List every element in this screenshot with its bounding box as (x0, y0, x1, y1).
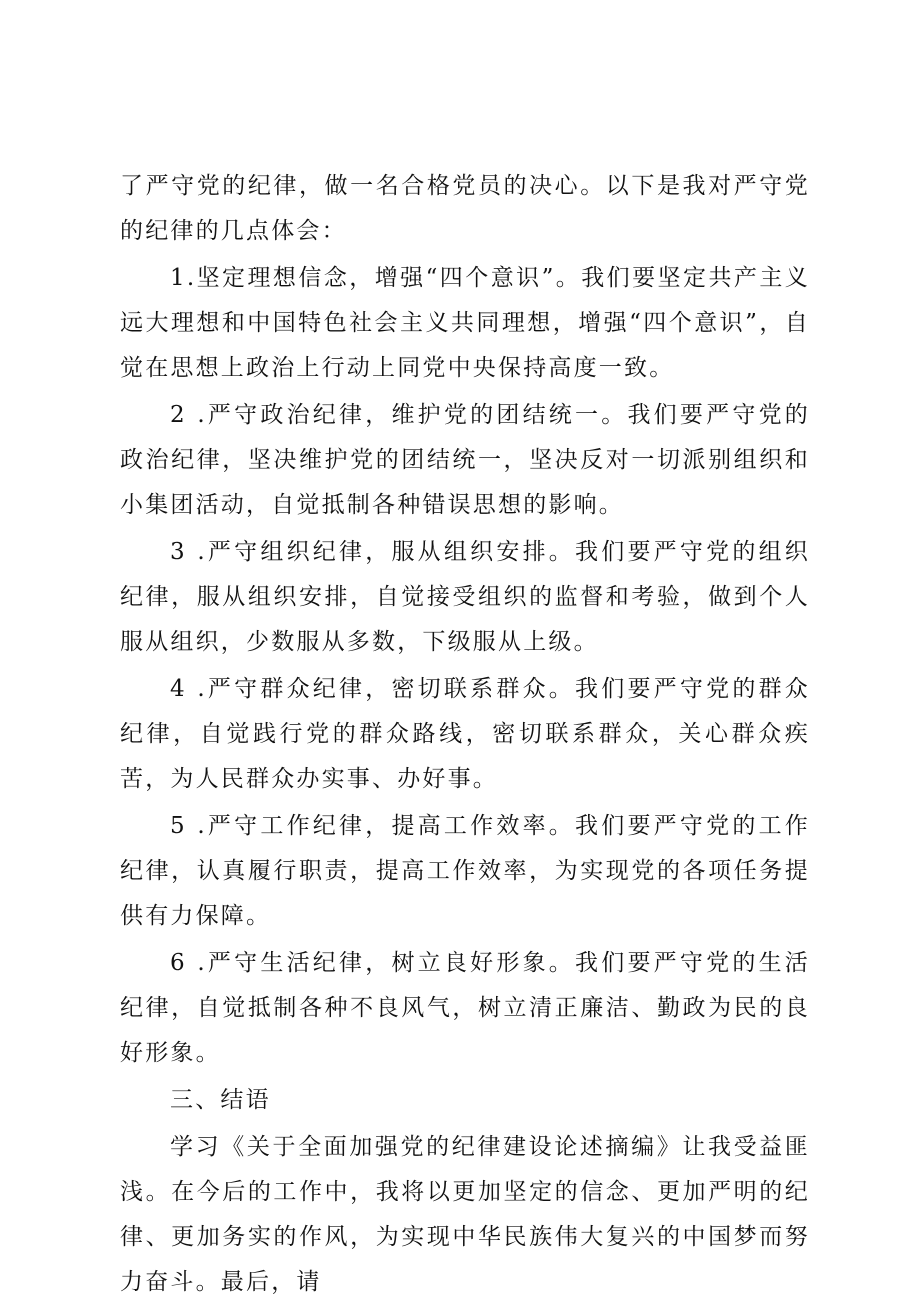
paragraph-point-2: 2 .严守政治纪律，维护党的团结统一。我们要严守党的政治纪律，坚决维护党的团结统一，坚决反对一切派别组织和小集团活动，自觉抵制各种错误思想的影响。 (120, 402, 810, 518)
paragraph-point-4: 4 .严守群众纪律，密切联系群众。我们要严守党的群众纪律，自觉践行党的群众路线，密切联系群众，关心群众疾苦，为人民群众办实事、办好事。 (120, 676, 810, 792)
paragraph-point-5: 5 .严守工作纪律，提高工作效率。我们要严守党的工作纪律，认真履行职责，提高工作效率，为实现党的各项任务提供有力保障。 (120, 813, 810, 929)
paragraph-point-6: 6 .严守生活纪律，树立良好形象。我们要严守党的生活纪律，自觉抵制各种不良风气，树立清正廉洁、勤政为民的良好形象。 (120, 950, 810, 1066)
paragraph-point-3: 3 .严守组织纪律，服从组织安排。我们要严守党的组织纪律，服从组织安排，自觉接受组织的监督和考验，做到个人服从组织，少数服从多数，下级服从上级。 (120, 539, 810, 655)
document-body (120, 164, 810, 1305)
paragraph-point-1: 1.坚定理想信念，增强“四个意识”。我们要坚定共产主义远大理想和中国特色社会主义共同理想，增强“四个意识”，自觉在思想上政治上行动上同党中央保持高度一致。 (120, 265, 810, 381)
section-heading-conclusion: 三、结语 (170, 1087, 271, 1113)
paragraph-conclusion: 学习《关于全面加强党的纪律建设论述摘编》让我受益匪浅。在今后的工作中，我将以更加坚定的信念、更加严明的纪律、更加务实的作风，为实现中华民族伟大复兴的中国梦而努力奋斗。最后，请 (120, 1134, 810, 1295)
paragraph-intro: 了严守党的纪律，做一名合格党员的决心。以下是我对严守党的纪律的几点体会： (120, 173, 810, 244)
